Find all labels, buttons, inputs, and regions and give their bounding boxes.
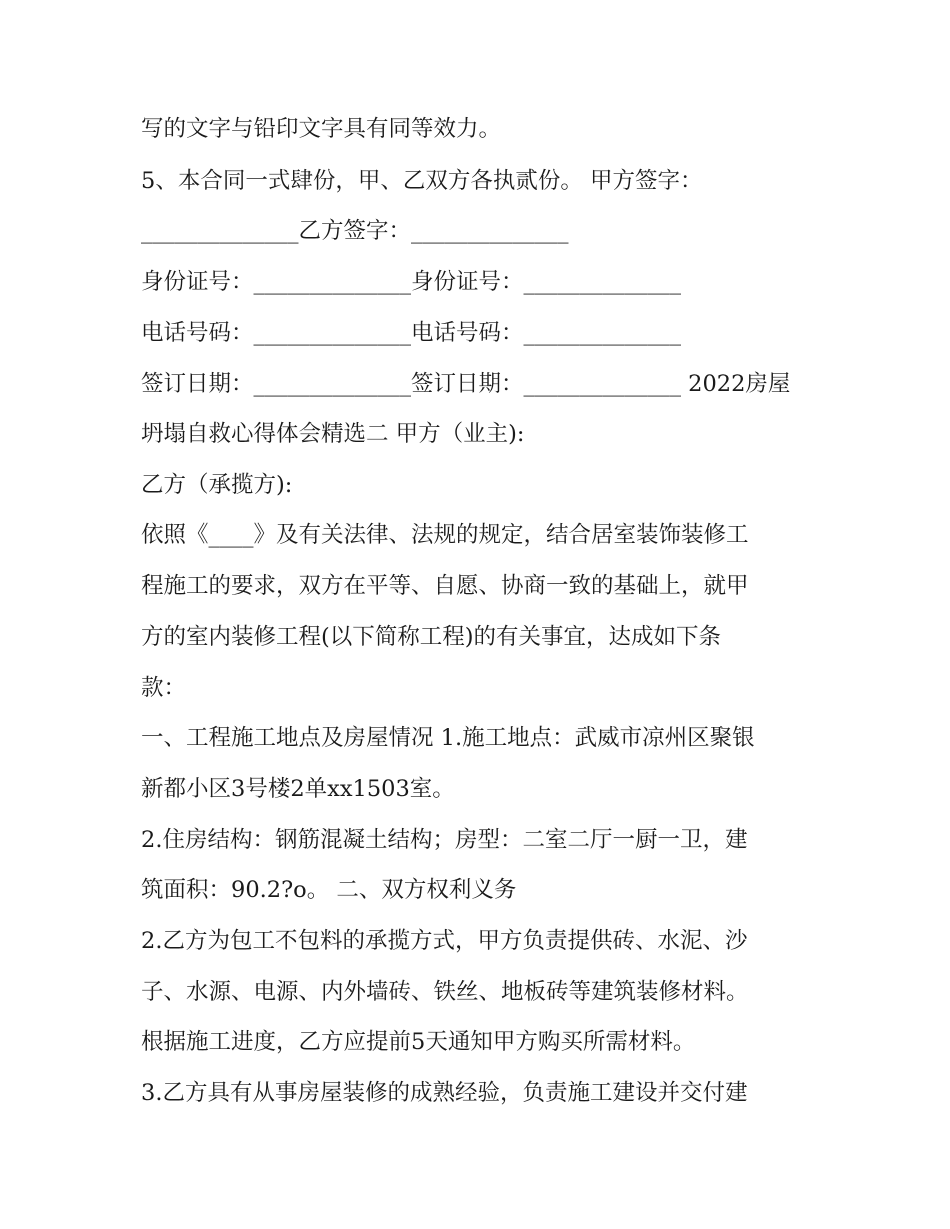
text-line: 筑面积：90.2?o。 二、双方权利义务	[141, 877, 517, 903]
phone-number-line: 电话号码：______________电话号码：______________	[141, 320, 682, 346]
text-line: 3.乙方具有从事房屋装修的成熟经验，负责施工建设并交付建	[141, 1080, 748, 1106]
text-line: 新都小区3号楼2单xx1503室。	[141, 776, 455, 802]
text-line: 方的室内装修工程(以下简称工程)的有关事宜，达成如下条	[141, 624, 722, 650]
text-line: 坍塌自救心得体会精选二 甲方（业主):	[141, 421, 525, 447]
signature-line: ______________乙方签字：______________	[141, 218, 569, 244]
text-line: 乙方（承揽方):	[141, 472, 293, 498]
text-line: 依照《____》及有关法律、法规的规定，结合居室装饰装修工	[141, 522, 749, 548]
signing-date-line: 签订日期：______________签订日期：______________ 2022房屋	[141, 371, 791, 397]
text-line: 写的文字与铅印文字具有同等效力。	[141, 116, 502, 142]
text-line: 程施工的要求，双方在平等、自愿、协商一致的基础上，就甲	[141, 573, 749, 599]
text-line: 2.乙方为包工不包料的承揽方式，甲方负责提供砖、水泥、沙	[141, 928, 748, 954]
text-line: 根据施工进度，乙方应提前5天通知甲方购买所需材料。	[141, 1029, 696, 1055]
text-line: 5、本合同一式肆份，甲、乙双方各执贰份。 甲方签字：	[141, 168, 703, 194]
text-line: 款：	[141, 675, 187, 701]
text-line: 2.住房结构：钢筋混凝土结构；房型：二室二厅一厨一卫，建	[141, 827, 748, 853]
id-number-line: 身份证号：______________身份证号：______________	[141, 269, 682, 295]
section-heading-line: 一、工程施工地点及房屋情况 1.施工地点：武威市凉州区聚银	[141, 725, 755, 751]
text-line: 子、水源、电源、内外墙砖、铁丝、地板砖等建筑装修材料。	[141, 979, 749, 1005]
